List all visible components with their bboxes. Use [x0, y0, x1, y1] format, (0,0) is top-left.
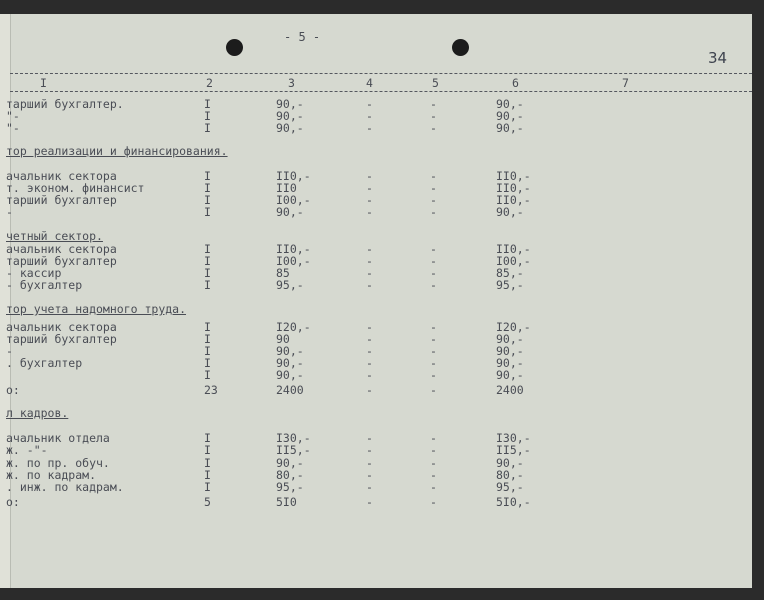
- table-cell: II5,-: [496, 443, 531, 457]
- row-position-name: ачальник сектора: [6, 242, 117, 256]
- row-position-name: "-: [6, 109, 20, 123]
- table-cell: 90: [276, 332, 290, 346]
- table-cell: I: [204, 193, 211, 207]
- table-cell: -: [430, 356, 437, 370]
- table-cell: -: [366, 193, 373, 207]
- table-cell: -: [366, 109, 373, 123]
- table-cell: 90,-: [496, 456, 524, 470]
- row-position-name: тарший бухгалтер: [6, 254, 117, 268]
- table-cell: I: [204, 254, 211, 268]
- table-cell: I00,-: [496, 254, 531, 268]
- row-position-name: ачальник отдела: [6, 431, 110, 445]
- section-heading: л кадров.: [6, 406, 69, 420]
- table-cell: 95,-: [496, 480, 524, 494]
- table-cell: -: [366, 468, 373, 482]
- table-cell: 90,-: [496, 356, 524, 370]
- table-cell: 90,-: [496, 109, 524, 123]
- table-cell: -: [430, 344, 437, 358]
- column-header: 5: [432, 76, 439, 90]
- table-cell: 23: [204, 383, 218, 397]
- column-header: 3: [288, 76, 295, 90]
- row-position-name: тарший бухгалтер: [6, 332, 117, 346]
- section-heading: тор реализации и финансирования.: [6, 144, 228, 158]
- table-cell: 2400: [496, 383, 524, 397]
- table-cell: 85,-: [496, 266, 524, 280]
- punch-hole-left: [226, 39, 243, 56]
- column-header: 4: [366, 76, 373, 90]
- document-page: [0, 14, 752, 588]
- row-position-name: . инж. по кадрам.: [6, 480, 124, 494]
- table-cell: 5I0: [276, 495, 297, 509]
- table-cell: I: [204, 431, 211, 445]
- table-cell: -: [430, 431, 437, 445]
- table-cell: I: [204, 121, 211, 135]
- table-cell: 95,-: [496, 278, 524, 292]
- table-cell: I: [204, 278, 211, 292]
- table-cell: -: [430, 332, 437, 346]
- row-position-name: - бухгалтер: [6, 278, 83, 292]
- table-cell: -: [366, 320, 373, 334]
- table-cell: 90,-: [276, 344, 304, 358]
- table-cell: -: [366, 181, 373, 195]
- table-cell: -: [366, 495, 373, 509]
- table-cell: I20,-: [276, 320, 311, 334]
- table-cell: -: [366, 242, 373, 256]
- table-cell: -: [430, 121, 437, 135]
- table-cell: -: [430, 278, 437, 292]
- table-cell: -: [430, 266, 437, 280]
- table-cell: -: [366, 278, 373, 292]
- table-cell: I: [204, 456, 211, 470]
- table-cell: 90,-: [496, 368, 524, 382]
- table-cell: -: [366, 383, 373, 397]
- table-cell: I30,-: [276, 431, 311, 445]
- table-cell: -: [366, 97, 373, 111]
- table-cell: I: [204, 468, 211, 482]
- table-cell: II0,-: [276, 169, 311, 183]
- table-cell: 90,-: [496, 332, 524, 346]
- table-cell: I: [204, 181, 211, 195]
- row-position-name: ж. -"-: [6, 443, 48, 457]
- table-cell: -: [366, 254, 373, 268]
- table-cell: -: [366, 344, 373, 358]
- table-cell: -: [366, 431, 373, 445]
- section-heading: четный сектор.: [6, 229, 103, 243]
- table-cell: -: [366, 443, 373, 457]
- row-position-name: "-: [6, 121, 20, 135]
- table-cell: I: [204, 242, 211, 256]
- table-cell: -: [366, 332, 373, 346]
- row-position-name: тарший бухгалтер: [6, 193, 117, 207]
- table-cell: 5I0,-: [496, 495, 531, 509]
- row-position-name: . бухгалтер: [6, 356, 83, 370]
- table-cell: -: [430, 181, 437, 195]
- table-cell: II0,-: [496, 181, 531, 195]
- table-cell: I: [204, 344, 211, 358]
- table-cell: 95,-: [276, 278, 304, 292]
- table-cell: 90,-: [496, 344, 524, 358]
- table-cell: II5,-: [276, 443, 311, 457]
- table-cell: -: [430, 205, 437, 219]
- table-cell: I: [204, 97, 211, 111]
- table-cell: I30,-: [496, 431, 531, 445]
- table-cell: 95,-: [276, 480, 304, 494]
- table-cell: I: [204, 169, 211, 183]
- table-cell: II0: [276, 181, 297, 195]
- row-position-name: -: [6, 344, 13, 358]
- table-cell: 80,-: [276, 468, 304, 482]
- table-cell: -: [430, 97, 437, 111]
- table-cell: I: [204, 480, 211, 494]
- table-cell: I: [204, 320, 211, 334]
- table-cell: 2400: [276, 383, 304, 397]
- table-cell: 90,-: [496, 121, 524, 135]
- table-cell: -: [430, 480, 437, 494]
- table-cell: I00,-: [276, 193, 311, 207]
- column-header: 7: [622, 76, 629, 90]
- table-cell: 80,-: [496, 468, 524, 482]
- table-cell: 90,-: [276, 205, 304, 219]
- table-cell: 90,-: [276, 121, 304, 135]
- row-position-name: т. эконом. финансист: [6, 181, 145, 195]
- table-cell: I: [204, 443, 211, 457]
- table-cell: I: [204, 368, 211, 382]
- row-position-name: о:: [6, 383, 20, 397]
- table-cell: 90,-: [276, 356, 304, 370]
- table-cell: -: [366, 121, 373, 135]
- table-cell: -: [366, 205, 373, 219]
- row-position-name: ж. по кадрам.: [6, 468, 97, 482]
- table-cell: -: [430, 383, 437, 397]
- row-position-name: - кассир: [6, 266, 62, 280]
- table-cell: -: [430, 242, 437, 256]
- table-cell: 90,-: [496, 97, 524, 111]
- table-cell: I: [204, 205, 211, 219]
- table-cell: II0,-: [496, 169, 531, 183]
- table-cell: -: [430, 109, 437, 123]
- table-cell: -: [366, 368, 373, 382]
- table-cell: -: [430, 368, 437, 382]
- table-cell: -: [430, 495, 437, 509]
- table-cell: I: [204, 109, 211, 123]
- row-position-name: ачальник сектора: [6, 169, 117, 183]
- table-cell: -: [430, 456, 437, 470]
- table-cell: 90,-: [276, 109, 304, 123]
- table-cell: 90,-: [276, 456, 304, 470]
- table-cell: -: [430, 443, 437, 457]
- table-cell: -: [366, 169, 373, 183]
- table-cell: -: [366, 266, 373, 280]
- header-rule-top: [10, 73, 752, 74]
- table-cell: I: [204, 266, 211, 280]
- table-cell: II0,-: [496, 242, 531, 256]
- row-position-name: тарший бухгалтер.: [6, 97, 124, 111]
- table-cell: -: [430, 169, 437, 183]
- row-position-name: ачальник сектора: [6, 320, 117, 334]
- row-position-name: -: [6, 205, 13, 219]
- table-cell: I: [204, 332, 211, 346]
- archive-mark: 34: [708, 49, 728, 67]
- punch-hole-right: [452, 39, 469, 56]
- column-header: 6: [512, 76, 519, 90]
- table-cell: 90,-: [276, 368, 304, 382]
- table-cell: -: [430, 320, 437, 334]
- table-cell: -: [366, 456, 373, 470]
- table-cell: I20,-: [496, 320, 531, 334]
- row-position-name: ж. по пр. обуч.: [6, 456, 110, 470]
- table-cell: -: [366, 356, 373, 370]
- table-cell: II0,-: [276, 242, 311, 256]
- row-position-name: о:: [6, 495, 20, 509]
- table-cell: I00,-: [276, 254, 311, 268]
- table-cell: -: [430, 468, 437, 482]
- table-cell: I: [204, 356, 211, 370]
- table-cell: -: [366, 480, 373, 494]
- page-number: - 5 -: [284, 30, 321, 44]
- table-cell: II0,-: [496, 193, 531, 207]
- table-cell: 5: [204, 495, 211, 509]
- table-cell: 90,-: [496, 205, 524, 219]
- table-cell: -: [430, 254, 437, 268]
- header-rule-bottom: [10, 91, 752, 92]
- column-header: 2: [206, 76, 213, 90]
- table-cell: 85: [276, 266, 290, 280]
- table-cell: 90,-: [276, 97, 304, 111]
- table-cell: -: [430, 193, 437, 207]
- section-heading: тор учета надомного труда.: [6, 302, 187, 316]
- column-header: I: [40, 76, 47, 90]
